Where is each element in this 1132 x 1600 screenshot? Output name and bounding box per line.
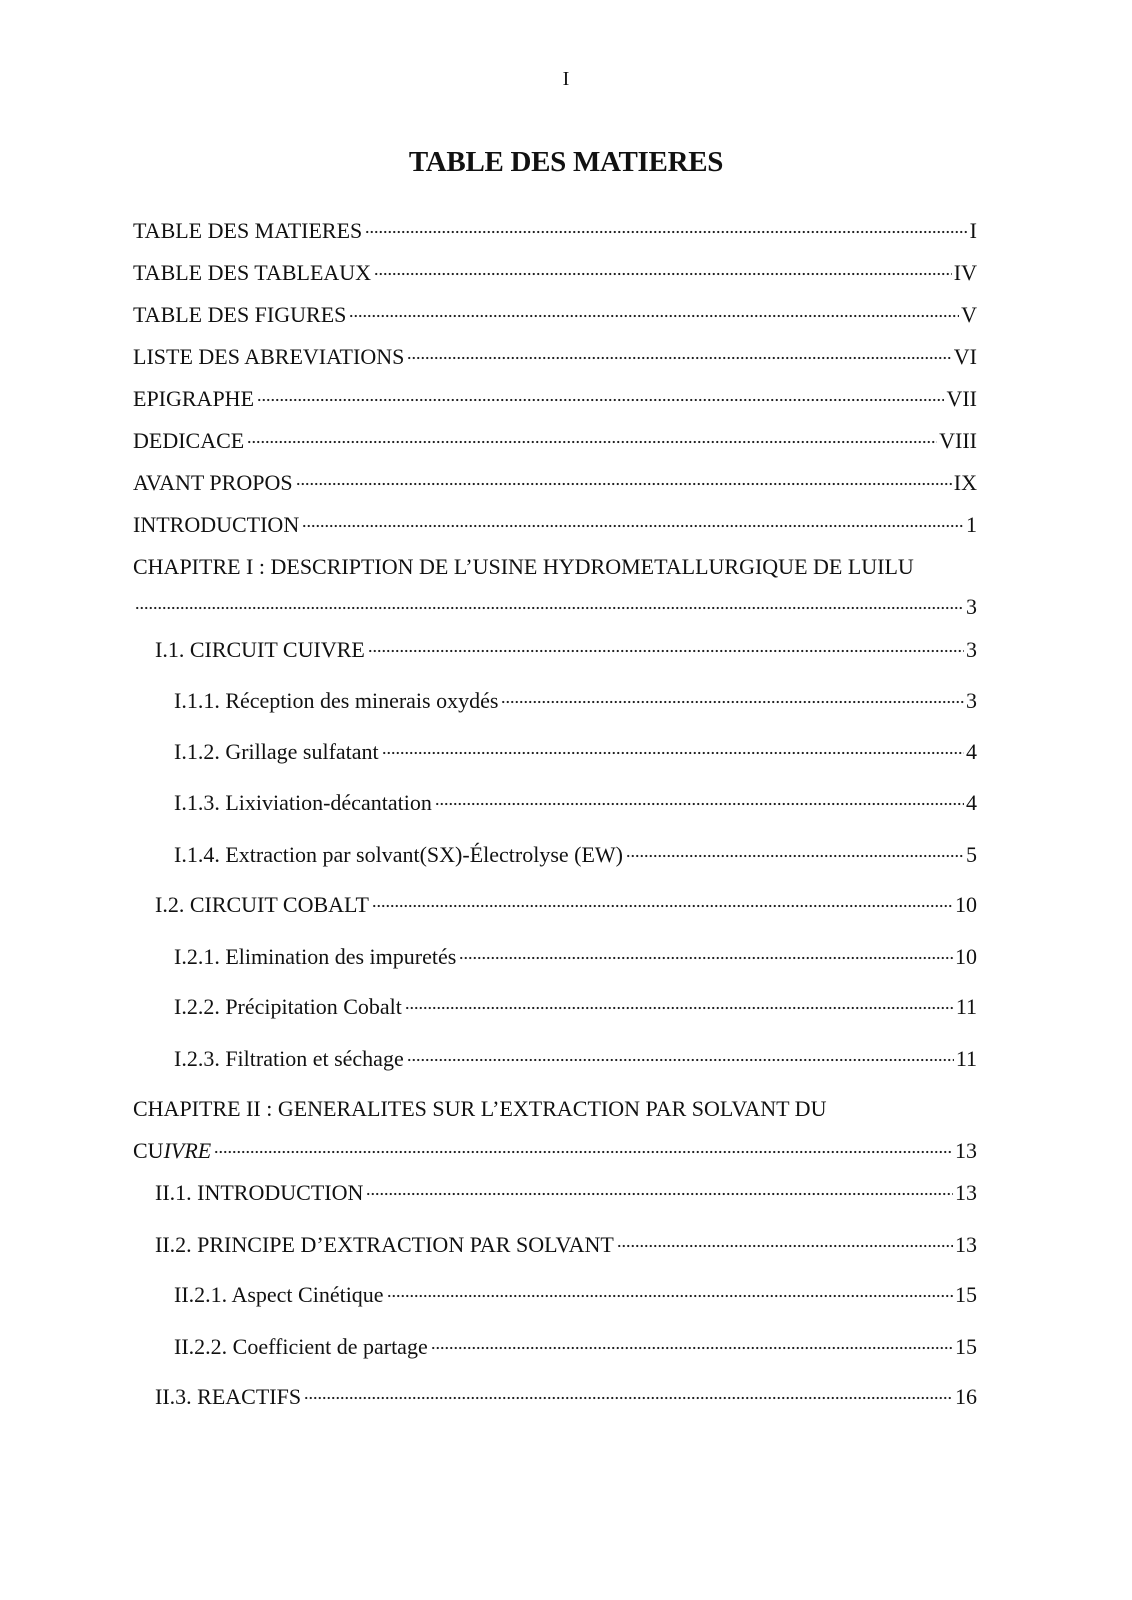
toc-entry-ii-introduction[interactable] — [155, 1179, 977, 1207]
page-number: I — [562, 68, 570, 90]
dot-leader — [405, 1005, 954, 1011]
dot-leader — [617, 1243, 953, 1249]
toc-entry-page: 11 — [955, 994, 977, 1019]
dot-leader — [214, 1149, 953, 1155]
toc-entry-page: 13 — [955, 1180, 977, 1205]
toc-entry-page: VIII — [939, 428, 977, 453]
toc-entry-principe-extraction[interactable] — [155, 1231, 977, 1259]
toc-chapter-1-leader[interactable] — [135, 593, 977, 621]
toc-entry-page: VII — [946, 386, 977, 411]
toc-entry-label: LISTE DES ABREVIATIONS — [133, 344, 405, 369]
toc-entry-label: TABLE DES TABLEAUX — [133, 260, 372, 285]
toc-entry-label: I.1.4. Extraction par solvant(SX)-Électrolyse (EW) — [174, 842, 624, 867]
toc-entry-label: I.2.2. Précipitation Cobalt — [174, 994, 402, 1019]
toc-entry-circuit-cobalt[interactable] — [155, 891, 977, 919]
dot-leader — [382, 750, 964, 756]
toc-entry-avant-propos[interactable] — [133, 469, 977, 497]
toc-entry-aspect-cinetique[interactable] — [174, 1281, 977, 1309]
dot-leader — [257, 397, 944, 403]
toc-entry-page: 13 — [955, 1232, 977, 1257]
toc-entry-introduction[interactable] — [133, 511, 977, 539]
toc-entry-label: EPIGRAPHE — [133, 386, 255, 411]
toc-chapter-1-title[interactable] — [133, 553, 914, 581]
dot-leader — [135, 605, 964, 611]
toc-entry-page: 3 — [966, 594, 977, 619]
dot-leader — [501, 699, 964, 705]
toc-entry-page: 13 — [955, 1138, 977, 1163]
dot-leader — [365, 229, 967, 235]
toc-entry-label: TABLE DES FIGURES — [133, 302, 347, 327]
toc-entry-page: V — [961, 302, 977, 327]
toc-entry-label: I.1.2. Grillage sulfatant — [174, 739, 379, 764]
toc-entry-table-des-figures[interactable] — [133, 301, 977, 329]
toc-entry-label: II.2. PRINCIPE D’EXTRACTION PAR SOLVANT — [155, 1232, 614, 1257]
toc-entry-page: 3 — [966, 637, 977, 662]
dot-leader — [459, 955, 953, 961]
toc-entry-page: 10 — [955, 892, 977, 917]
toc-entry-label: II.3. REACTIFS — [155, 1384, 302, 1409]
toc-entry-label: I.2.1. Elimination des impuretés — [174, 944, 457, 969]
dot-leader — [366, 1191, 953, 1197]
toc-entry-epigraphe[interactable] — [133, 385, 977, 413]
toc-entry-coefficient-partage[interactable] — [174, 1333, 977, 1361]
toc-entry-label: II.2.1. Aspect Cinétique — [174, 1282, 384, 1307]
toc-entry-page: 15 — [955, 1334, 977, 1359]
toc-entry-liste-des-abreviations[interactable] — [133, 343, 977, 371]
toc-entry-table-des-tableaux[interactable] — [133, 259, 977, 287]
toc-entry-label: DEDICACE — [133, 428, 245, 453]
toc-entry-page: VI — [953, 344, 977, 369]
toc-entry-elimination-impuretes[interactable] — [174, 943, 977, 971]
dot-leader — [302, 523, 964, 529]
toc-entry-page: I — [969, 218, 977, 243]
toc-entry-lixiviation[interactable] — [174, 789, 977, 817]
toc-entry-label: AVANT PROPOS — [133, 470, 293, 495]
toc-entry-precipitation-cobalt[interactable] — [174, 993, 977, 1021]
toc-entry-label: I.1.1. Réception des minerais oxydés — [174, 688, 499, 713]
dot-leader — [407, 355, 951, 361]
toc-entry-page: IX — [953, 470, 977, 495]
toc-entry-page: IV — [953, 260, 977, 285]
dot-leader — [247, 439, 937, 445]
dot-leader — [374, 271, 952, 277]
toc-entry-page: 10 — [955, 944, 977, 969]
toc-entry-page: 11 — [955, 1046, 977, 1071]
dot-leader — [626, 853, 964, 859]
toc-entry-reactifs[interactable] — [155, 1383, 977, 1411]
toc-entry-grillage-sulfatant[interactable] — [174, 738, 977, 766]
toc-entry-label-continued: CUIVRE — [133, 1138, 212, 1163]
toc-entry-extraction-sx-ew[interactable] — [174, 841, 977, 869]
toc-entry-page: 3 — [966, 688, 977, 713]
dot-leader — [296, 481, 952, 487]
toc-entry-page: 16 — [955, 1384, 977, 1409]
toc-entry-reception-minerais[interactable] — [174, 687, 977, 715]
dot-leader — [407, 1057, 954, 1063]
dot-leader — [372, 903, 953, 909]
toc-entry-label: II.1. INTRODUCTION — [155, 1180, 364, 1205]
toc-entry-page: 1 — [966, 512, 977, 537]
toc-entry-label: I.2. CIRCUIT COBALT — [155, 892, 369, 917]
toc-chapter-2-title[interactable] — [133, 1095, 826, 1123]
toc-entry-page: 4 — [966, 790, 977, 815]
toc-entry-label: INTRODUCTION — [133, 512, 300, 537]
dot-leader — [431, 1345, 953, 1351]
toc-entry-label: CHAPITRE II : GENERALITES SUR L’EXTRACTION PAR SOLVANT DU — [133, 1096, 827, 1121]
toc-entry-page: 5 — [966, 842, 977, 867]
dot-leader — [349, 313, 959, 319]
toc-entry-label: CHAPITRE I : DESCRIPTION DE L’USINE HYDROMETALLURGIQUE DE LUILU — [133, 554, 914, 579]
page-title: TABLE DES MATIERES — [408, 146, 724, 178]
toc-entry-label: I.2.3. Filtration et séchage — [174, 1046, 404, 1071]
toc-entry-label: I.1. CIRCUIT CUIVRE — [155, 637, 365, 662]
toc-entry-page: 15 — [955, 1282, 977, 1307]
dot-leader — [435, 801, 964, 807]
dot-leader — [368, 648, 964, 654]
toc-entry-label: II.2.2. Coefficient de partage — [174, 1334, 428, 1359]
toc-entry-label: TABLE DES MATIERES — [133, 218, 363, 243]
toc-entry-filtration-sechage[interactable] — [174, 1045, 977, 1073]
toc-entry-circuit-cuivre[interactable] — [155, 636, 977, 664]
toc-chapter-2-leader[interactable] — [133, 1137, 977, 1165]
toc-entry-dedicace[interactable] — [133, 427, 977, 455]
dot-leader — [304, 1395, 953, 1401]
toc-entry-page: 4 — [966, 739, 977, 764]
toc-entry-table-des-matieres[interactable] — [133, 217, 977, 245]
dot-leader — [387, 1293, 953, 1299]
toc-entry-label: I.1.3. Lixiviation-décantation — [174, 790, 432, 815]
